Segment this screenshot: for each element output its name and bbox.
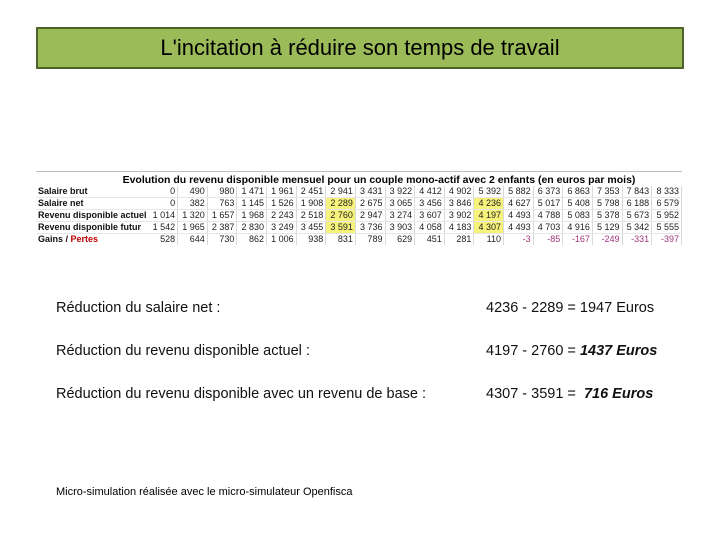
table-cell: 8 333 bbox=[652, 186, 682, 198]
table-cell: 831 bbox=[326, 234, 356, 246]
table-cell: 1 471 bbox=[237, 186, 267, 198]
table-row bbox=[36, 222, 682, 234]
table-cell: 938 bbox=[296, 234, 326, 246]
footnote: Micro-simulation réalisée avec le micro-simulateur Openfisca bbox=[56, 486, 353, 498]
table-cell: 1 014 bbox=[148, 210, 178, 222]
table-cell: 5 408 bbox=[563, 198, 593, 210]
table-cell: 5 083 bbox=[563, 210, 593, 222]
table-cell: -85 bbox=[533, 234, 563, 246]
table-cell: 4 916 bbox=[563, 222, 593, 234]
row-label bbox=[36, 234, 148, 246]
table-cell: 4 788 bbox=[533, 210, 563, 222]
table-cell: 6 863 bbox=[563, 186, 593, 198]
calc-row-revenu-actuel bbox=[56, 343, 658, 359]
table-cell: 5 017 bbox=[533, 198, 563, 210]
table-cell: 0 bbox=[148, 186, 178, 198]
row-label: Revenu disponible actuel bbox=[38, 210, 147, 220]
slide-title-box bbox=[36, 27, 684, 69]
income-table bbox=[36, 186, 682, 245]
table-cell: 644 bbox=[178, 234, 208, 246]
table-cell: 6 373 bbox=[533, 186, 563, 198]
table-cell: 2 387 bbox=[207, 222, 237, 234]
table-cell: 110 bbox=[474, 234, 504, 246]
table-cell: 4 493 bbox=[504, 222, 534, 234]
table-cell: 3 455 bbox=[296, 222, 326, 234]
table-cell: 1 968 bbox=[237, 210, 267, 222]
table-cell: 1 145 bbox=[237, 198, 267, 210]
table-top-rule bbox=[36, 171, 682, 172]
table-cell: 4 627 bbox=[504, 198, 534, 210]
table-cell: 281 bbox=[444, 234, 474, 246]
table-cell: 3 249 bbox=[267, 222, 297, 234]
table-caption: Evolution du revenu disponible mensuel pour un couple mono-actif avec 2 enfants (en euros par mois) bbox=[122, 174, 636, 186]
table-cell: 528 bbox=[148, 234, 178, 246]
table-cell: 1 908 bbox=[296, 198, 326, 210]
table-cell: 862 bbox=[237, 234, 267, 246]
table-cell: 2 947 bbox=[355, 210, 385, 222]
slide-title: L'incitation à réduire son temps de travail bbox=[160, 35, 560, 60]
table-cell: 2 243 bbox=[267, 210, 297, 222]
table-row bbox=[36, 186, 682, 198]
row-label: Salaire brut bbox=[36, 186, 148, 198]
table-cell: 4 197 bbox=[474, 210, 504, 222]
table-cell: 4 493 bbox=[504, 210, 534, 222]
table-cell: -167 bbox=[563, 234, 593, 246]
income-table-image bbox=[36, 171, 682, 245]
table-cell: 5 129 bbox=[592, 222, 622, 234]
table-cell: 5 555 bbox=[652, 222, 682, 234]
table-cell: 5 952 bbox=[652, 210, 682, 222]
row-label: Revenu disponible futur bbox=[36, 222, 148, 234]
calc-expression: 4307 - 3591 = 716 Euros bbox=[486, 386, 654, 402]
row-label-main: Gains / bbox=[38, 234, 71, 244]
table-cell: 3 846 bbox=[444, 198, 474, 210]
table-cell: 3 607 bbox=[415, 210, 445, 222]
table-cell: -249 bbox=[592, 234, 622, 246]
table-cell: 7 353 bbox=[592, 186, 622, 198]
table-cell: 4 412 bbox=[415, 186, 445, 198]
table-cell: 4 902 bbox=[444, 186, 474, 198]
calc-label: Réduction du salaire net : bbox=[56, 300, 221, 316]
table-row bbox=[36, 198, 682, 210]
table-cell: 382 bbox=[178, 198, 208, 210]
table-cell: 5 882 bbox=[504, 186, 534, 198]
calc-expression: 4197 - 2760 = 1437 Euros bbox=[486, 343, 658, 359]
table-cell: 4 183 bbox=[444, 222, 474, 234]
table-cell: 2 675 bbox=[355, 198, 385, 210]
table-cell: 2 451 bbox=[296, 186, 326, 198]
table-cell: -397 bbox=[652, 234, 682, 246]
calc-result: 1437 Euros bbox=[579, 343, 658, 359]
calc-expression: 4236 - 2289 = 1947 Euros bbox=[486, 300, 655, 316]
table-cell: 730 bbox=[207, 234, 237, 246]
table-cell: 1 965 bbox=[178, 222, 208, 234]
table-cell: 451 bbox=[415, 234, 445, 246]
table-row bbox=[36, 234, 682, 246]
calc-label: Réduction du revenu disponible avec un revenu de base : bbox=[56, 386, 427, 402]
table-cell: 3 431 bbox=[355, 186, 385, 198]
row-label-pertes: Pertes bbox=[70, 234, 99, 244]
table-cell: 2 760 bbox=[326, 210, 356, 222]
table-cell: 4 236 bbox=[474, 198, 504, 210]
table-cell: 1 006 bbox=[267, 234, 297, 246]
row-label: Salaire net bbox=[36, 198, 148, 210]
table-cell: 5 673 bbox=[622, 210, 652, 222]
table-cell: -3 bbox=[504, 234, 534, 246]
calc-result: 716 Euros bbox=[583, 386, 654, 402]
table-cell: 5 342 bbox=[622, 222, 652, 234]
table-cell: 4 307 bbox=[474, 222, 504, 234]
table-row bbox=[36, 210, 682, 222]
table-cell: 3 591 bbox=[326, 222, 356, 234]
table-cell: 1 526 bbox=[267, 198, 297, 210]
table-cell: 490 bbox=[178, 186, 208, 198]
table-cell: 3 065 bbox=[385, 198, 415, 210]
table-cell: 0 bbox=[148, 198, 178, 210]
table-cell: 4 703 bbox=[533, 222, 563, 234]
table-cell: 2 518 bbox=[296, 210, 326, 222]
table-cell: 763 bbox=[207, 198, 237, 210]
table-cell: 3 903 bbox=[385, 222, 415, 234]
table-cell: 2 830 bbox=[237, 222, 267, 234]
table-cell: 2 289 bbox=[326, 198, 356, 210]
table-cell: 980 bbox=[207, 186, 237, 198]
table-cell: 1 542 bbox=[148, 222, 178, 234]
calc-row-revenu-base bbox=[56, 386, 654, 402]
table-cell: 789 bbox=[355, 234, 385, 246]
table-cell: 7 843 bbox=[622, 186, 652, 198]
table-cell: 1 657 bbox=[207, 210, 237, 222]
table-cell: 1 961 bbox=[267, 186, 297, 198]
table-cell: 5 378 bbox=[592, 210, 622, 222]
table-cell: 6 579 bbox=[652, 198, 682, 210]
table-cell: 3 736 bbox=[355, 222, 385, 234]
table-cell: 5 798 bbox=[592, 198, 622, 210]
table-cell: 2 941 bbox=[326, 186, 356, 198]
table-cell: -331 bbox=[622, 234, 652, 246]
table-cell: 6 188 bbox=[622, 198, 652, 210]
calc-label: Réduction du revenu disponible actuel : bbox=[56, 343, 310, 359]
table-cell: 3 922 bbox=[385, 186, 415, 198]
table-cell: 3 274 bbox=[385, 210, 415, 222]
calc-row-salaire-net bbox=[56, 300, 655, 316]
table-cell: 629 bbox=[385, 234, 415, 246]
table-cell: 4 058 bbox=[415, 222, 445, 234]
table-cell: 3 902 bbox=[444, 210, 474, 222]
table-cell: 5 392 bbox=[474, 186, 504, 198]
table-cell: 3 456 bbox=[415, 198, 445, 210]
table-cell: 1 320 bbox=[178, 210, 208, 222]
